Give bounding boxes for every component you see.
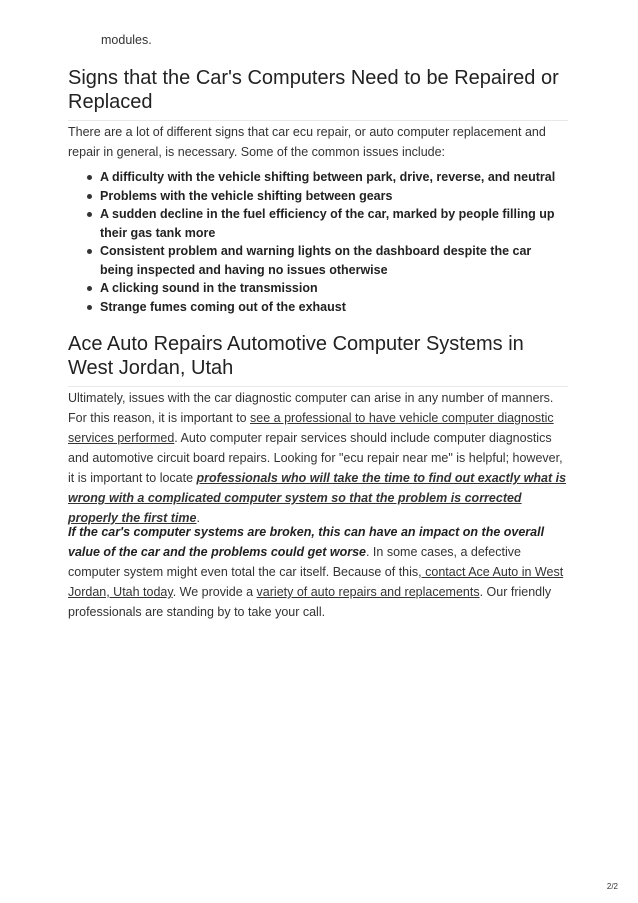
paragraph-text: . Auto computer repair services should include computer diagnostics and automotive circuit board repairs. Looking for "ecu repair near me" is helpful; however, it is important to locate: [68, 431, 563, 485]
list-item-text: Strange fumes coming out of the exhaust: [100, 299, 346, 314]
bullet-icon: [87, 305, 92, 310]
signs-list: [68, 168, 568, 316]
emphasis-text: If the car's computer systems are broken, this can have an impact on the overall value of the car and the problems could get worse: [68, 525, 545, 559]
paragraph-text: .: [196, 511, 200, 525]
section-heading-signs: Signs that the Car's Computers Need to be Repaired or Replaced: [68, 66, 568, 121]
bullet-icon: [87, 249, 92, 254]
contact-ace-auto-link[interactable]: , contact Ace Auto in West Jordan, Utah today: [68, 565, 564, 599]
list-item-text: A sudden decline in the fuel efficiency of the car, marked by people filling up their gas tank more: [100, 207, 555, 240]
bullet-icon: [87, 175, 92, 180]
list-item: [100, 168, 568, 187]
list-item: [100, 242, 568, 279]
body-paragraph-contact: [68, 522, 568, 622]
paragraph-text: Ultimately, issues with the car diagnostic computer can arise in any number of manners. For this reason, it is important to: [68, 391, 554, 425]
list-item-text: Consistent problem and warning lights on the dashboard despite the car being inspected and having no issues otherwise: [100, 244, 532, 277]
list-item: [100, 187, 568, 206]
professional-diagnostic-link[interactable]: see a professional to have vehicle computer diagnostic services performed: [68, 411, 554, 445]
section-intro-paragraph: There are a lot of different signs that car ecu repair, or auto computer replacement and repair in general, is necessary. Some of the common issues include:: [68, 125, 546, 159]
list-item-text: A difficulty with the vehicle shifting between park, drive, reverse, and neutral: [100, 170, 556, 184]
bullet-icon: [87, 286, 92, 291]
body-paragraph-diagnostics: [68, 388, 568, 528]
list-item-text: A clicking sound in the transmission: [100, 281, 318, 295]
page-number: 2/2: [606, 882, 618, 891]
professionals-link[interactable]: professionals who will take the time to find out exactly what is wrong with a complicated computer system so that the problem is corrected properly the first time: [68, 471, 567, 525]
list-item: [100, 205, 568, 242]
bullet-icon: [87, 194, 92, 199]
continued-text-fragment: modules.: [101, 33, 152, 47]
auto-repairs-link[interactable]: variety of auto repairs and replacements: [256, 585, 480, 599]
paragraph-text: . In some cases, a defective computer system might even total the car itself. Because of this: [68, 545, 521, 579]
list-item: [100, 298, 568, 317]
paragraph-text: . Our friendly professionals are standing by to take your call.: [68, 585, 552, 619]
section-heading-ace-auto: Ace Auto Repairs Automotive Computer Systems in West Jordan, Utah: [68, 332, 568, 387]
list-item: [100, 279, 568, 298]
paragraph-text: . We provide a: [172, 585, 257, 599]
list-item-text: Problems with the vehicle shifting between gears: [100, 188, 393, 203]
bullet-icon: [87, 212, 92, 217]
